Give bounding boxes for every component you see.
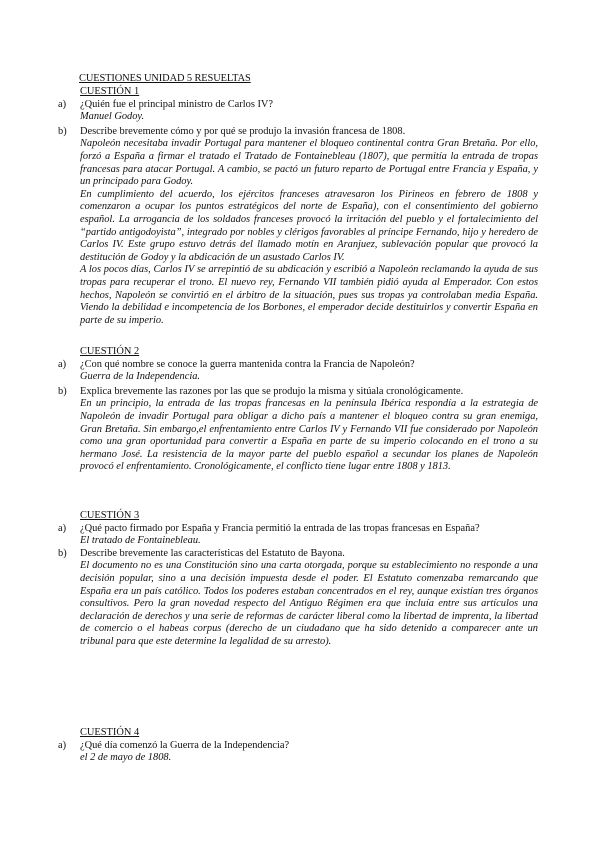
question-item-1a: [58, 99, 538, 124]
answer-text: [80, 398, 538, 474]
item-label: a): [58, 739, 67, 751]
item-label: a): [58, 98, 67, 110]
question-text: ¿Qué día comenzó la Guerra de la Independencia?: [80, 739, 290, 751]
question-text: Describe brevemente cómo y por qué se produjo la invasión francesa de 1808.: [80, 125, 406, 137]
section-heading: CUESTIÓN 1: [80, 86, 140, 97]
section-heading: CUESTIÓN 4: [80, 727, 140, 738]
answer-paragraph: En un principio, la entrada de las tropas francesas en la península Ibérica respondía a la estrategia de Napoleón de invadir Portugal para obligar a dicho país a mantener el bloqueo contra su gran enemiga, Gran Bretaña. Sin embargo,el enfrentamiento entre Carlos IV y Fernando VII fue considerado por Napoleón como una gran oportunidad para convertir a España en parte de su imperio colocando en el trono a su hermano José. La resistencia de la mayor parte del pueblo español a secundar los planes de Napoleón provocó el enfrentamiento. Cronológicamente, el conflicto tiene lugar entre 1808 y 1813.: [80, 398, 538, 473]
answer-paragraph: El tratado de Fontainebleau.: [80, 535, 201, 547]
section-heading: CUESTIÓN 2: [80, 346, 140, 357]
question-text: ¿Qué pacto firmado por España y Francia permitió la entrada de las tropas francesas en España?: [80, 522, 480, 534]
section-heading: CUESTIÓN 3: [80, 510, 140, 521]
question-text: ¿Con qué nombre se conoce la guerra mantenida contra la Francia de Napoleón?: [80, 358, 415, 370]
answer-paragraph: Manuel Godoy.: [80, 111, 145, 123]
question-item-1b: [58, 126, 538, 328]
item-label: b): [58, 125, 67, 137]
section-cuestion-2: [58, 346, 538, 474]
question-text: Describe brevemente las características del Estatuto de Bayona.: [80, 547, 345, 559]
answer-paragraph: el 2 de mayo de 1808.: [80, 752, 172, 764]
section-cuestion-3: [58, 510, 538, 649]
answer-text: [80, 111, 538, 124]
question-item-2a: [58, 359, 538, 384]
answer-text: [80, 138, 538, 327]
answer-text: [80, 535, 538, 548]
question-item-3b: [58, 548, 538, 649]
answer-paragraph: A los pocos días, Carlos IV se arrepintió de su abdicación y escribió a Napoleón reclamando la ayuda de sus tropas para recuperar el trono. El nuevo rey, Fernando VII también pidió ayuda al Emperador. Con estos hechos, Napoleón se convirtió en el árbitro de la situación, pues sus tropas ya controlaban media España. Viendo la debilidad e incompetencia de los Borbones, el emperador decide destituirlos y convertir España en parte de su imperio.: [80, 264, 538, 326]
question-text: Explica brevemente las razones por las que se produjo la misma y sitúala cronológicamente.: [80, 385, 464, 397]
document-title: CUESTIONES UNIDAD 5 RESUELTAS: [79, 73, 251, 84]
question-item-3a: [58, 523, 538, 548]
question-text: ¿Quién fue el principal ministro de Carlos IV?: [80, 98, 274, 110]
answer-text: [80, 752, 538, 765]
item-label: b): [58, 385, 67, 397]
answer-text: [80, 371, 538, 384]
item-label: a): [58, 522, 67, 534]
answer-paragraph: El documento no es una Constitución sino una carta otorgada, porque su establecimiento no responde a una decisión popular, sino a una decisión impuesta desde el poder. El Estatuto comenzaba remarcando que España era un país católico. Todos los poderes estaban concentrados en el rey, aunque existían tres órganos consultivos. Pero la gran novedad respecto del Antiguo Régimen era que incluía entre sus artículos una declaración de derechos y una serie de reformas de carácter liberal como la libertad de imprenta, la libertad de comercio o el habeas corpus (derecho de un ciudadano que ha sido detenido a comparecer ante un tribunal para que este determine la legalidad de su arresto).: [80, 560, 538, 647]
item-label: a): [58, 358, 67, 370]
item-label: b): [58, 547, 67, 559]
answer-paragraph: Guerra de la Independencia.: [80, 371, 201, 383]
section-cuestion-1: [58, 86, 538, 327]
answer-paragraph: En cumplimiento del acuerdo, los ejércitos franceses atravesaron los Pirineos en febrero de 1808 y comenzaron a ocupar los puntos estratégicos del norte de España), con el consentimiento del gobierno español. La arrogancia de los soldados franceses provocó la irritación del pueblo y el fortalecimiento del “partido antigodoyista”, integrado por nobles y clérigos favorables al príncipe Fernando, hijo y heredero de Carlos IV. Este grupo estuvo detrás del llamado motín en Aranjuez, sublevación popular que provocó la destitución de Godoy y la abdicación de un asustado Carlos IV.: [80, 188, 538, 263]
section-cuestion-4: [58, 727, 538, 765]
answer-text: [80, 560, 538, 648]
answer-paragraph: Napoleón necesitaba invadir Portugal para mantener el bloqueo continental contra Gran Bretaña. Por ello, forzó a España a firmar el tratado el Tratado de Fontainebleau (1807), que permitía la entrada de tropas francesas para atacar Portugal. A cambio, se pactó un futuro reparto de Portugal entre Francia y España, y un principado para Godoy.: [80, 138, 538, 188]
question-item-4a: [58, 740, 538, 765]
question-item-2b: [58, 386, 538, 474]
